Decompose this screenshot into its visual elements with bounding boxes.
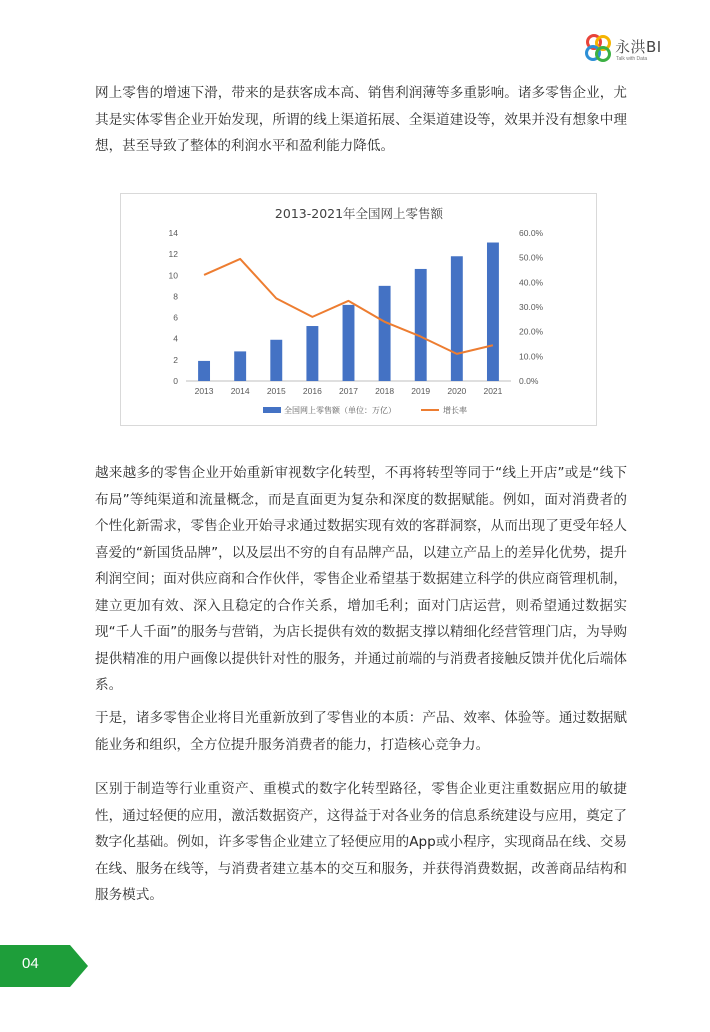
y-left-tick-label: 4 (173, 333, 178, 344)
x-tick-label: 2015 (266, 386, 286, 396)
y-left-tick-label: 10 (168, 270, 178, 281)
y-left-tick-label: 2 (173, 354, 178, 365)
y-left-tick-label: 0 (173, 376, 178, 386)
brand-logo (583, 32, 683, 72)
y-left-tick-label: 8 (173, 291, 178, 302)
x-tick-label: 2013 (194, 386, 214, 396)
bar (487, 243, 499, 381)
x-tick-label: 2016 (302, 386, 322, 396)
y-left-tick-label: 14 (168, 228, 178, 238)
bar (415, 269, 427, 381)
logo-tagline: Talk with Data (616, 56, 648, 62)
bar (270, 340, 282, 381)
chart-container (120, 193, 597, 426)
y-right-tick-label: 40.0% (519, 277, 544, 288)
logo-name: 永洪BI (615, 38, 662, 56)
y-right-tick-label: 30.0% (519, 302, 544, 312)
legend-swatch-bars (263, 407, 281, 413)
page-number: 04 (22, 955, 39, 972)
bar (451, 256, 463, 381)
paragraph-2: 越来越多的零售企业开始重新审视数字化转型，不再将转型等同于“线上开店”或是“线下布局”等纯渠道和流量概念，而是直面更为复杂和深度的数据赋能。例如，面对消费者的个性化新需求，零售企业开始寻求通过数据实现有效的客群洞察，从而出现了更受年轻人喜爱的“新国货品牌”，以及层出不穷的自有品牌产品，以建立产品上的差异化优势，提升利润空间；面对供应商和合作伙伴，零售企业希望基于数据建立科学的供应商管理机制，建立更加有效、深入且稳定的合作关系，增加毛利；面对门店运营，则希望通过数据实现“千人千面”的服务与营销，为店长提供有效的数据支撑以精细化经营管理门店，为导购提供精准的用户画像以提供针对性的服务，并通过前端的与消费者接触反馈并优化后端体系。 (95, 465, 627, 693)
x-tick-label: 2018 (375, 386, 395, 396)
y-right-tick-label: 50.0% (519, 252, 544, 263)
y-right-tick-label: 20.0% (519, 326, 544, 337)
y-right-tick-label: 0.0% (519, 376, 539, 386)
x-tick-label: 2017 (339, 386, 358, 396)
paragraph-3: 于是，诸多零售企业将目光重新放到了零售业的本质：产品、效率、体验等。通过数据赋能业务和组织，全方位提升服务消费者的能力，打造核心竞争力。 (95, 710, 627, 753)
y-right-tick-label: 60.0% (519, 228, 544, 238)
page-tab-arrow (0, 945, 92, 987)
bar (234, 351, 246, 381)
combo-chart (121, 194, 598, 427)
paragraph-4: 区别于制造等行业重资产、重模式的数字化转型路径，零售企业更注重数据应用的敏捷性，通过轻便的应用，激活数据资产，这得益于对各业务的信息系统建设与应用，奠定了数字化基础。例如，许多零售企业建立了轻便应用的App或小程序，实现商品在线、交易在线、服务在线等，与消费者建立基本的交互和服务，并获得消费数据，改善商品结构和服务模式。 (95, 781, 627, 903)
chart-title: 2013-2021年全国网上零售额 (274, 206, 444, 221)
x-tick-label: 2020 (447, 386, 467, 396)
y-left-tick-label: 12 (168, 249, 178, 260)
y-left-tick-label: 6 (173, 312, 178, 323)
legend-label-bars: 全国网上零售额（单位：万亿） (284, 406, 396, 415)
y-right-tick-label: 10.0% (519, 351, 544, 362)
x-tick-label: 2019 (411, 386, 431, 396)
bar (379, 286, 391, 381)
paragraph-1: 网上零售的增速下滑，带来的是获客成本高、销售利润薄等多重影响。诸多零售企业，尤其是实体零售企业开始发现，所谓的线上渠道拓展、全渠道建设等，效果并没有想象中理想，甚至导致了整体的利润水平和盈利能力降低。 (95, 85, 627, 154)
logo-rings-icon (583, 32, 615, 66)
bar (343, 305, 355, 381)
x-tick-label: 2014 (230, 386, 250, 396)
bar (198, 361, 210, 381)
legend-label-line: 增长率 (443, 406, 467, 415)
bar (306, 326, 318, 381)
x-tick-label: 2021 (483, 386, 503, 396)
